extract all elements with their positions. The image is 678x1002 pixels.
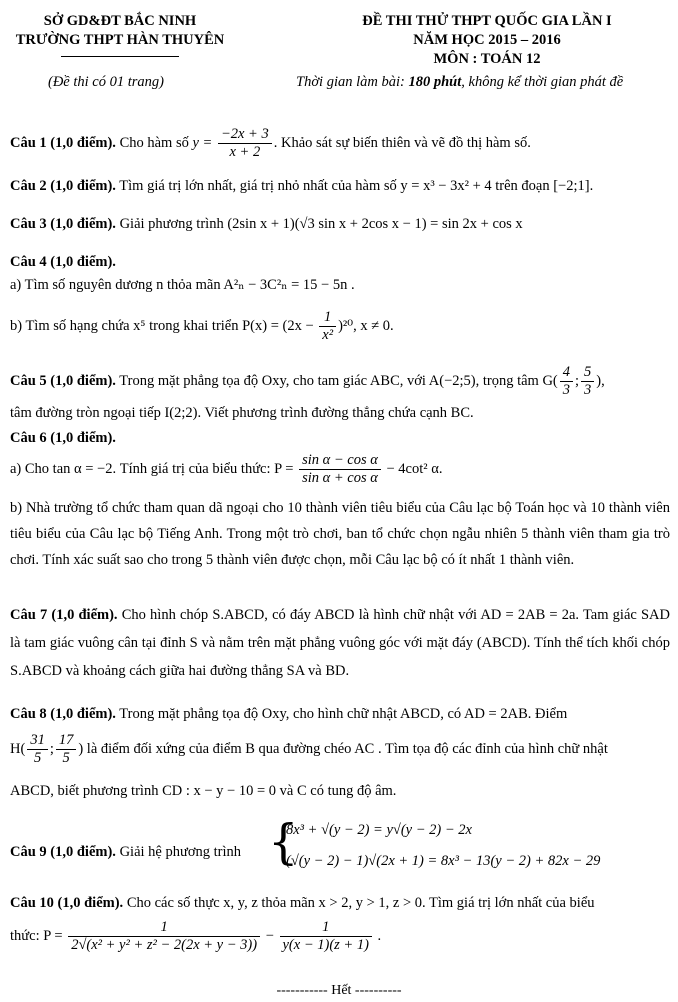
question-4: Câu 4 (1,0 điểm). a) Tìm số nguyên dương n thỏa mãn A²ₙ − 3C²ₙ = 15 − 5n . b) Tìm số hạng chứa x⁵ trong khai triển P(x) = (2x − $\frac{1}{\text{x²}}$ )²⁰, x ≠ 0.	[10, 252, 670, 344]
q8-line-2: H( $\frac{31}{5}$ ; $\frac{17}{5}$ ) là điểm đối xứng của điểm B qua đường chéo AC . Tìm tọa độ các đỉnh của hình chữ nhật	[10, 732, 608, 766]
header-right	[296, 12, 678, 69]
time-note: Thời gian làm bài: 180 phút, không kể thời gian phát đề	[296, 74, 624, 90]
question-9: Câu 9 (1,0 điểm). Giải hệ phương trình	[10, 844, 241, 860]
q1-fraction: $\frac{-2x + 3}{x + 2}$	[218, 126, 272, 161]
header-left	[4, 12, 236, 57]
page-count-note: (Đề thi có 01 trang)	[48, 74, 164, 90]
q6-part-b: b) Nhà trường tổ chức tham quan dã ngoại cho 10 thành viên tiêu biểu của Câu lạc bộ Toán học và 10 thành viên tiêu biểu của Câu lạc bộ Tiếng Anh. Trong một trò chơi, ban tổ chức chọn ngẫu nhiên 5 thành viên tham gia trò chơi. Tính xác suất sao cho trong 5 thành viên được chọn, mỗi Câu lạc bộ có ít nhất 1 thành viên.	[10, 500, 670, 568]
q5-line-2: tâm đường tròn ngoại tiếp I(2;2). Viết phương trình đường thẳng chứa cạnh BC.	[10, 405, 474, 421]
q8-line-3: ABCD, biết phương trình CD : x − y − 10 = 0 và C có tung độ âm.	[10, 783, 397, 799]
q9-equation-1: 8x³ + √(y − 2) = y√(y − 2) − 2x	[286, 822, 472, 838]
q4-part-b: b) Tìm số hạng chứa x⁵ trong khai triển P(x) = (2x − $\frac{1}{\text{x²}}$ )²⁰, x ≠ 0.	[10, 309, 394, 343]
q9-equation-2: (√(y − 2) − 1)√(2x + 1) = 8x³ − 13(y − 2) + 82x − 29	[286, 853, 601, 869]
subject: MÔN : TOÁN 12	[433, 51, 541, 67]
exam-title: ĐỀ THI THỬ THPT QUỐC GIA LẦN I	[362, 13, 612, 29]
q10-expression: thức: P = $\frac{1}{\text{2√(x² + y² + z² − 2(2x + y − 3))}}$ − $\frac{1}{y(x - 1)(z + 1)}$ .	[10, 919, 382, 953]
system-brace: {	[268, 814, 299, 870]
question-6: Câu 6 (1,0 điểm). a) Cho tan α = −2. Tính giá trị của biểu thức: P = $\frac{\text{sin α − cos α}}{\text{sin α + cos α}}$ − 4cot² α. b) Nhà trường tổ chức tham quan dã ngoại cho 10 thành viên tiêu biểu của Câu lạc bộ Toán học và 10 thành viên tiêu biểu của Câu lạc bộ Tiếng Anh. Trong một trò chơi, ban tổ chức chọn ngẫu nhiên 5 thành viên tham gia trò chơi. Tính xác suất sao cho trong 5 thành viên được chọn, mỗi Câu lạc bộ có ít nhất 1 thành viên.	[10, 428, 670, 573]
department-name: SỞ GD&ĐT BẮC NINH	[43, 13, 197, 29]
question-1: Câu 1 (1,0 điểm). Cho hàm số y = $\frac{-2x + 3}{x + 2}$ . Khảo sát sự biến thiên và vẽ đồ thị hàm số.	[10, 126, 531, 160]
question-8: Câu 8 (1,0 điểm). Trong mặt phẳng tọa độ Oxy, cho hình chữ nhật ABCD, có AD = 2AB. Điểm H( $\frac{31}{5}$ ; $\frac{17}{5}$ ) là điểm đối xứng của điểm B qua đường chéo AC . Tìm tọa độ các đỉnh của hình chữ nhật ABCD, biết phương trình CD : x − y − 10 = 0 và C có tung độ âm.	[10, 704, 670, 801]
school-year: NĂM HỌC 2015 – 2016	[413, 32, 561, 48]
header-underline	[61, 56, 179, 57]
question-2: Câu 2 (1,0 điểm). Tìm giá trị lớn nhất, giá trị nhỏ nhất của hàm số y = x³ − 3x² + 4 trên đoạn [−2;1].	[10, 178, 594, 194]
question-3: Câu 3 (1,0 điểm). Giải phương trình (2sin x + 1)(√3 sin x + 2cos x − 1) = sin 2x + cos x	[10, 216, 523, 232]
question-7: Câu 7 (1,0 điểm). Cho hình chóp S.ABCD, có đáy ABCD là hình chữ nhật với AD = 2AB = 2a. Tam giác SAD là tam giác vuông cân tại đỉnh S và nằm trên mặt phẳng vuông góc với mặt đáy (ABCD). Tính thể tích khối chóp S.ABCD và khoảng cách giữa hai đường thẳng SA và BD.	[10, 607, 670, 679]
question-5: Câu 5 (1,0 điểm). Trong mặt phẳng tọa độ Oxy, cho tam giác ABC, với A(−2;5), trọng tâm G( $\frac{4}{3}$ ; $\frac{5}{3}$ ), tâm đường tròn ngoại tiếp I(2;2). Viết phương trình đường thẳng chứa cạnh BC.	[10, 364, 670, 423]
school-name: TRƯỜNG THPT HÀN THUYÊN	[15, 32, 225, 48]
question-10: Câu 10 (1,0 điểm). Cho các số thực x, y, z thỏa mãn x > 2, y > 1, z > 0. Tìm giá trị lớn nhất của biểu thức: P = $\frac{1}{\text{2√(x² + y² + z² − 2(2x + y − 3))}}$ − $\frac{1}{y(x - 1)(z + 1)}$ .	[10, 893, 670, 954]
q4-part-a: a) Tìm số nguyên dương n thỏa mãn A²ₙ − 3C²ₙ = 15 − 5n .	[10, 277, 355, 293]
end-marker: ----------- Hết ----------	[276, 983, 402, 998]
q6-part-a: a) Cho tan α = −2. Tính giá trị của biểu thức: P = $\frac{\text{sin α − cos α}}{\text{sin α + cos α}}$ − 4cot² α.	[10, 452, 443, 486]
